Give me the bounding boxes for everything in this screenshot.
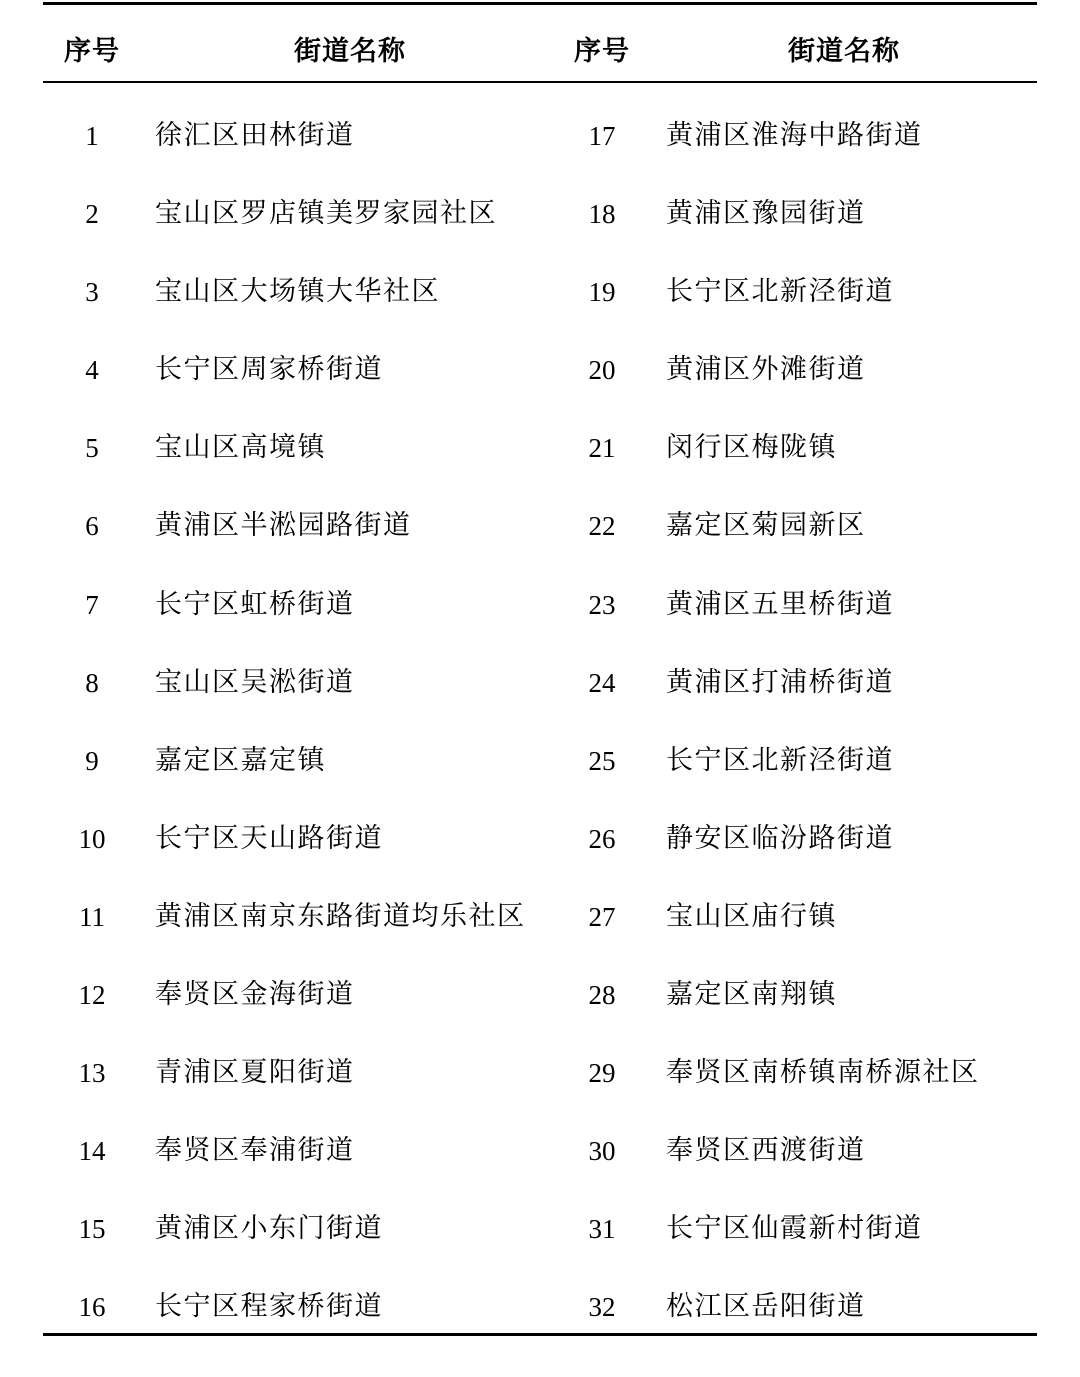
street-name-left: 奉贤区金海街道 [155, 979, 355, 1011]
table-row [0, 254, 1080, 332]
header-serial-number-left: 序号 [64, 36, 120, 67]
header-serial-number-right: 序号 [574, 36, 630, 67]
table-row [0, 1113, 1080, 1191]
serial-number-right: 28 [588, 980, 616, 1011]
table-row [0, 1191, 1080, 1269]
table-row [0, 645, 1080, 723]
serial-number-right: 17 [588, 121, 616, 151]
serial-number-right: 30 [588, 1136, 616, 1167]
serial-number-right: 18 [588, 199, 616, 230]
street-name-left: 宝山区罗店镇美罗家园社区 [155, 198, 497, 230]
street-name-left: 奉贤区奉浦街道 [155, 1135, 355, 1167]
serial-number-left: 14 [78, 1136, 106, 1167]
street-name-left: 黄浦区半淞园路街道 [155, 510, 412, 542]
header-street-name-left: 街道名称 [294, 36, 406, 67]
serial-number-left: 9 [85, 745, 99, 776]
street-name-right: 长宁区北新泾街道 [666, 276, 894, 308]
serial-number-right: 24 [588, 667, 616, 698]
header-street-name-right: 街道名称 [788, 36, 900, 67]
serial-number-right: 26 [588, 823, 616, 854]
table-top-rule [43, 2, 1037, 5]
street-name-right: 黄浦区外滩街道 [666, 354, 866, 386]
serial-number-left: 12 [78, 980, 106, 1011]
table-row [0, 98, 1080, 176]
table-row [0, 488, 1080, 566]
serial-number-right: 19 [588, 277, 616, 308]
table-row [0, 176, 1080, 254]
serial-number-right: 20 [588, 355, 616, 386]
street-name-left: 青浦区夏阳街道 [155, 1057, 355, 1089]
serial-number-left: 3 [85, 277, 99, 308]
serial-number-left: 10 [78, 823, 106, 854]
street-name-right: 长宁区仙霞新村街道 [666, 1213, 923, 1245]
street-name-left: 宝山区吴淞街道 [155, 666, 355, 698]
serial-number-left: 2 [85, 199, 99, 230]
street-name-right: 静安区临汾路街道 [666, 822, 894, 854]
street-name-left: 宝山区高境镇 [155, 432, 326, 464]
serial-number-left: 11 [79, 901, 105, 932]
table-row [0, 410, 1080, 488]
street-name-left: 嘉定区嘉定镇 [155, 744, 326, 776]
table-row [0, 567, 1080, 645]
table-row [0, 801, 1080, 879]
street-name-right: 黄浦区豫园街道 [666, 198, 866, 230]
street-name-left: 黄浦区南京东路街道均乐社区 [155, 900, 526, 932]
table-row [0, 332, 1080, 410]
street-name-left: 黄浦区小东门街道 [155, 1213, 383, 1245]
street-name-right: 奉贤区南桥镇南桥源社区 [666, 1057, 980, 1089]
street-name-right: 黄浦区淮海中路街道 [666, 120, 923, 151]
street-name-right: 嘉定区南翔镇 [666, 979, 837, 1011]
serial-number-right: 25 [588, 745, 616, 776]
table-header-rule [43, 81, 1037, 83]
serial-number-left: 8 [85, 667, 99, 698]
street-name-left: 长宁区程家桥街道 [155, 1291, 383, 1323]
serial-number-left: 4 [85, 355, 99, 386]
street-name-right: 黄浦区五里桥街道 [666, 588, 894, 620]
serial-number-left: 13 [78, 1058, 106, 1089]
table-header [0, 30, 1080, 74]
street-name-left: 长宁区天山路街道 [155, 822, 383, 854]
serial-number-left: 15 [78, 1214, 106, 1245]
street-name-right: 闵行区梅陇镇 [666, 432, 837, 464]
serial-number-right: 23 [588, 589, 616, 620]
table-body [0, 98, 1080, 1348]
serial-number-right: 22 [588, 511, 616, 542]
table-row [0, 879, 1080, 957]
table-row [0, 723, 1080, 801]
street-name-right: 嘉定区菊园新区 [666, 510, 866, 542]
serial-number-right: 32 [588, 1292, 616, 1323]
street-name-right: 黄浦区打浦桥街道 [666, 666, 894, 698]
street-name-right: 宝山区庙行镇 [666, 900, 837, 932]
serial-number-left: 7 [85, 589, 99, 620]
serial-number-right: 21 [588, 433, 616, 464]
street-name-right: 松江区岳阳街道 [666, 1291, 866, 1323]
serial-number-right: 31 [588, 1214, 616, 1245]
serial-number-left: 6 [85, 511, 99, 542]
street-name-right: 长宁区北新泾街道 [666, 744, 894, 776]
serial-number-left: 16 [78, 1292, 106, 1323]
street-name-left: 长宁区周家桥街道 [155, 354, 383, 386]
street-name-left: 长宁区虹桥街道 [155, 588, 355, 620]
street-name-left: 宝山区大场镇大华社区 [155, 276, 440, 308]
table-row [0, 957, 1080, 1035]
street-name-right: 奉贤区西渡街道 [666, 1135, 866, 1167]
table-row [0, 1035, 1080, 1113]
street-name-left: 徐汇区田林街道 [155, 120, 355, 151]
serial-number-left: 1 [85, 121, 99, 151]
serial-number-right: 27 [588, 901, 616, 932]
table-bottom-rule [43, 1333, 1037, 1336]
serial-number-left: 5 [85, 433, 99, 464]
serial-number-right: 29 [588, 1058, 616, 1089]
